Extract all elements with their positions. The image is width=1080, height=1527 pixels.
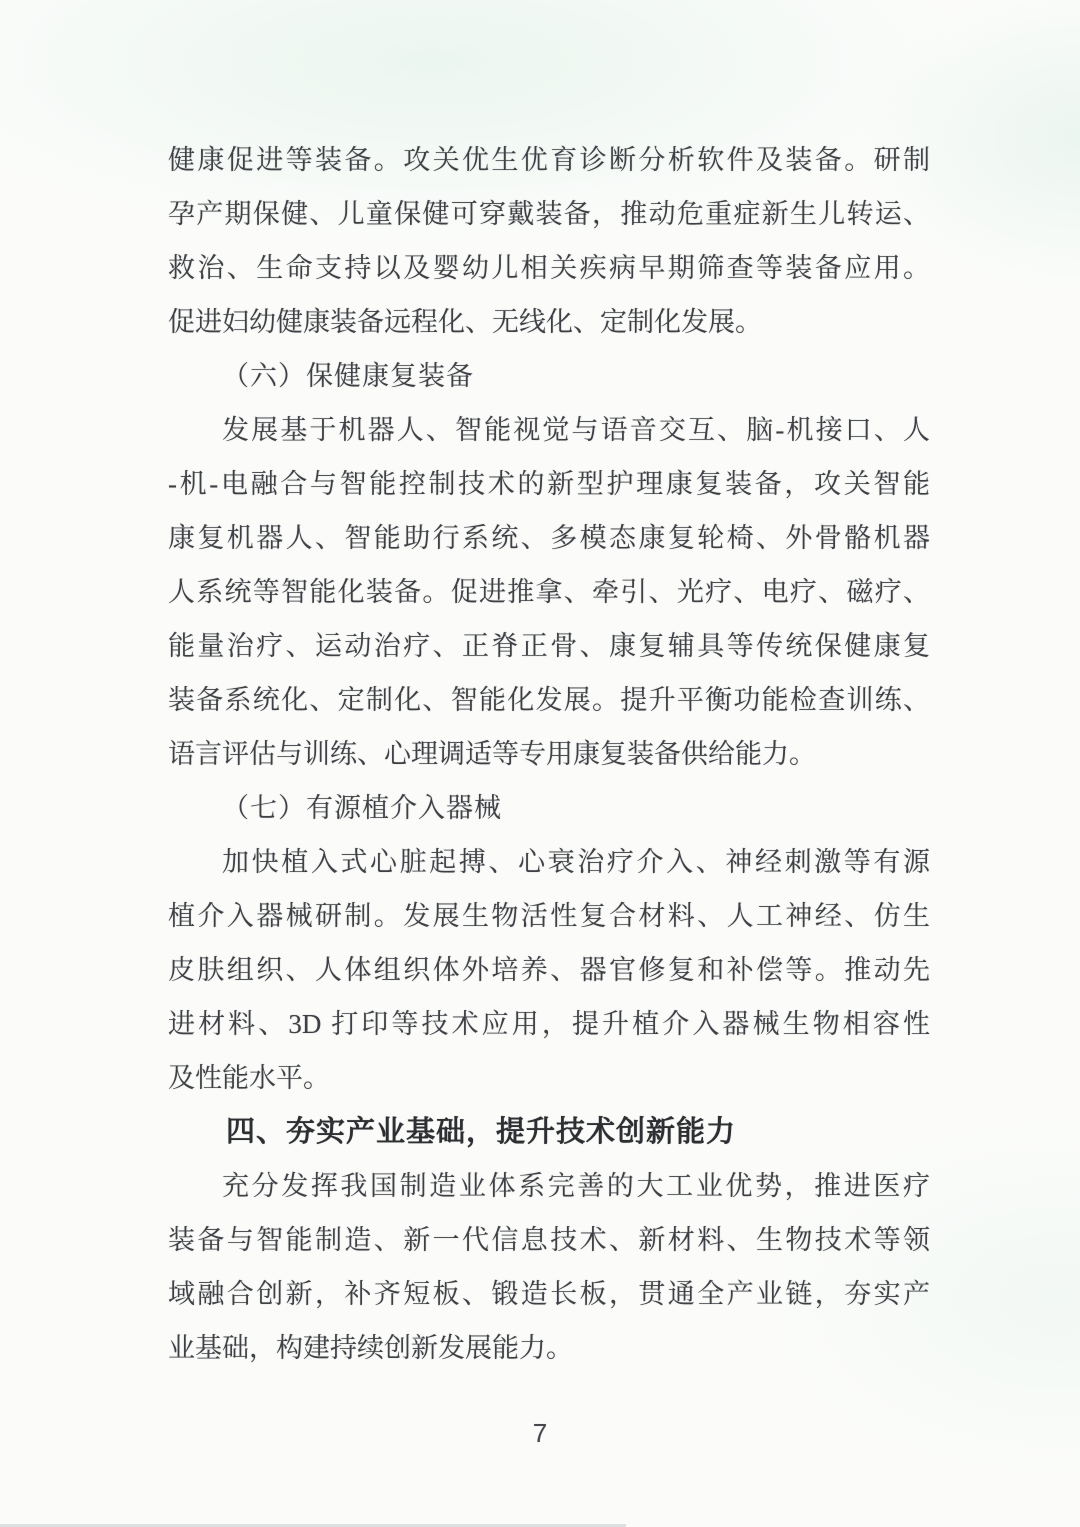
body-line: 皮肤组织、人体组织体外培养、器官修复和补偿等。推动先 bbox=[168, 955, 930, 985]
body-line: 救治、生命支持以及婴幼儿相关疾病早期筛查等装备应用。 bbox=[168, 253, 930, 283]
body-line: 业基础，构建持续创新发展能力。 bbox=[168, 1333, 573, 1363]
body-line: 能量治疗、运动治疗、正脊正骨、康复辅具等传统保健康复 bbox=[168, 631, 930, 661]
body-line: 加快植入式心脏起搏、心衰治疗介入、神经刺激等有源 bbox=[222, 847, 930, 877]
body-line: 发展基于机器人、智能视觉与语音交互、脑-机接口、人 bbox=[222, 415, 930, 445]
text-block bbox=[168, 133, 930, 1375]
section-heading-seven: （七）有源植介入器械 bbox=[222, 793, 502, 823]
body-line: 人系统等智能化装备。促进推拿、牵引、光疗、电疗、磁疗、 bbox=[168, 577, 930, 607]
body-line: 健康促进等装备。攻关优生优育诊断分析软件及装备。研制 bbox=[168, 145, 930, 175]
body-line: 装备与智能制造、新一代信息技术、新材料、生物技术等领 bbox=[168, 1225, 930, 1255]
body-line: 充分发挥我国制造业体系完善的大工业优势，推进医疗 bbox=[222, 1171, 930, 1201]
body-line: 植介入器械研制。发展生物活性复合材料、人工神经、仿生 bbox=[168, 901, 930, 931]
chapter-heading-four: 四、夯实产业基础，提升技术创新能力 bbox=[226, 1116, 737, 1148]
body-line: 促进妇幼健康装备远程化、无线化、定制化发展。 bbox=[168, 307, 762, 337]
body-line: 进材料、3D 打印等技术应用，提升植介入器械生物相容性 bbox=[168, 1009, 930, 1039]
body-line: 域融合创新，补齐短板、锻造长板，贯通全产业链，夯实产 bbox=[168, 1279, 930, 1309]
body-line: 语言评估与训练、心理调适等专用康复装备供给能力。 bbox=[168, 739, 816, 769]
body-line: 及性能水平。 bbox=[168, 1063, 330, 1093]
body-line: 装备系统化、定制化、智能化发展。提升平衡功能检查训练、 bbox=[168, 685, 930, 715]
page-number: 7 bbox=[532, 1418, 548, 1448]
body-line: 康复机器人、智能助行系统、多模态康复轮椅、外骨骼机器 bbox=[168, 523, 930, 553]
section-heading-six: （六）保健康复装备 bbox=[222, 361, 474, 391]
body-line: -机-电融合与智能控制技术的新型护理康复装备，攻关智能 bbox=[168, 469, 930, 499]
body-line: 孕产期保健、儿童保健可穿戴装备，推动危重症新生儿转运、 bbox=[168, 199, 930, 229]
